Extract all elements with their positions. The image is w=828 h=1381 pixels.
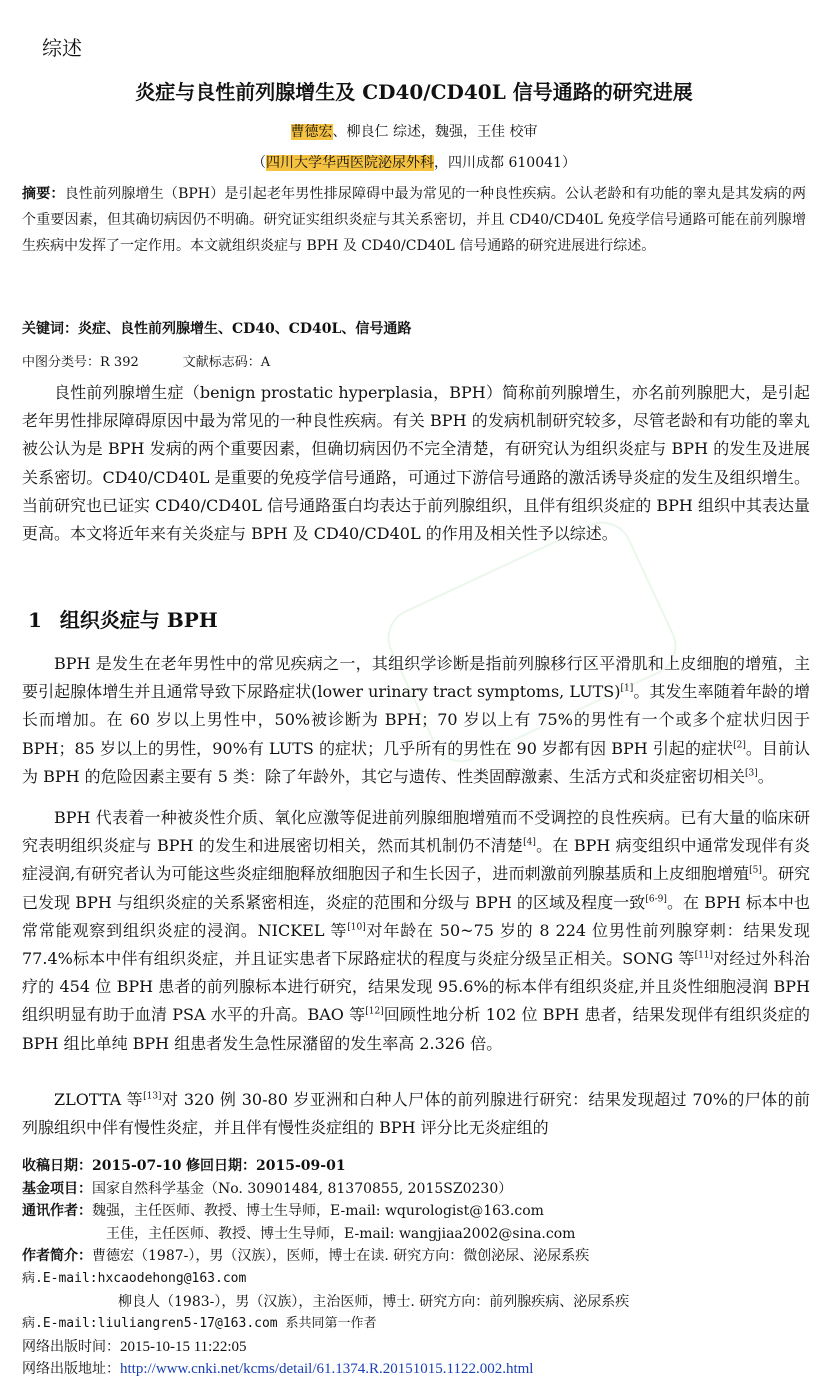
- body-paragraph-2: [22, 804, 810, 1058]
- author-line: [0, 121, 828, 141]
- text-run: 。在 BPH 病变组织中通常发现伴有炎症浸润,有研究者认为可能这些炎症细胞释放细胞因子和生长因子，进而刺激前列腺基质和上皮细胞增殖: [22, 836, 810, 884]
- bio-row-1: [22, 1245, 812, 1268]
- paper-title: 炎症与良性前列腺增生及 CD40/CD40L 信号通路的研究进展: [135, 80, 693, 104]
- footnotes: [22, 1155, 812, 1381]
- text-run: 。在 BPH 标本中也常常能观察到组织炎症的浸润。NICKEL 等: [22, 892, 810, 940]
- citation-ref[interactable]: [13]: [143, 1091, 162, 1102]
- clc-number: 中图分类号：R 392: [22, 355, 139, 370]
- text-run: 对经过外科治疗的 454 位 BPH 患者的前列腺标本进行研究，结果发现 95.6%的标本伴有组织炎症,并且炎性细胞浸润 BPH 组织明显有助于血清 PSA 水平的升高。BAO 等: [22, 949, 810, 1025]
- pub-url-link[interactable]: http://www.cnki.net/kcms/detail/61.1374.R.20151015.1122.002.html: [120, 1361, 534, 1378]
- corr-row-2: 王佳，主任医师、教授、博士生导师，E-mail: wangjiaa2002@sina.com: [106, 1225, 576, 1242]
- pub-time: 2015-10-15 11:22:05: [120, 1338, 247, 1355]
- citation-ref[interactable]: [3]: [745, 768, 758, 779]
- abstract-text: 良性前列腺增生（BPH）是引起老年男性排尿障碍中最为常见的一种良性疾病。公认老龄和有功能的睾丸是其发病的两个重要因素，但其确切病因仍不明确。研究证实组织炎症与其关系密切，并且 CD40/CD40L 免疫学信号通路可能在前列腺增生疾病中发挥了一定作用。本文就组织炎症与 BPH 及 CD40/CD40L 信号通路的研究进展进行综述。: [22, 186, 806, 254]
- fund-row: [22, 1178, 812, 1201]
- corr-row-1: [22, 1200, 812, 1223]
- affil-rest: ，四川成都 610041）: [434, 155, 576, 171]
- section-title: 组织炎症与 BPH: [59, 608, 218, 632]
- doc-code: 文献标志码：A: [182, 355, 271, 370]
- keywords-label: 关键词：: [22, 321, 78, 337]
- author-highlight: 曹德宏: [290, 124, 333, 140]
- pub-time-label: 网络出版时间：: [22, 1338, 120, 1355]
- bio-row-2b: 病.E-mail:liuliangren5-17@163.com 系共同第一作者: [22, 1316, 377, 1332]
- bio-1a: 曹德宏（1987-），男（汉族），医师，博士在读. 研究方向：微创泌尿、泌尿系疾: [92, 1248, 590, 1265]
- citation-ref[interactable]: [2]: [733, 740, 746, 751]
- author-rest: 、柳良仁 综述，魏强，王佳 校审: [332, 124, 538, 140]
- text-run: BPH 代表着一种被炎性介质、氧化应激等促进前列腺细胞增殖而不受调控的良性疾病。已有大量的临床研究表明组织炎症与 BPH 的发生和进展密切相关，然而其机制仍不清楚: [22, 808, 810, 856]
- citation-ref[interactable]: [1]: [620, 683, 634, 694]
- received-label: 收稿日期：: [22, 1158, 92, 1174]
- bio-row-1b: 病.E-mail:hxcaodehong@163.com: [22, 1270, 247, 1286]
- citation-ref[interactable]: [6-9]: [645, 894, 667, 905]
- body-paragraph-3: [22, 1086, 810, 1142]
- bio-row-2: 柳良人（1983-），男（汉族），主治医师，博士. 研究方向：前列腺疾病、泌尿系疾: [118, 1293, 630, 1310]
- citation-ref[interactable]: [12]: [365, 1007, 384, 1018]
- fund-text: 国家自然科学基金（No. 30901484, 81370855, 2015SZ0230）: [92, 1180, 513, 1197]
- pub-url-row: [22, 1358, 812, 1381]
- fund-label: 基金项目：: [22, 1180, 92, 1197]
- keywords: [22, 318, 411, 338]
- corr-label: 通讯作者：: [22, 1203, 92, 1220]
- section-number: 1: [28, 608, 42, 632]
- dates-row: [22, 1155, 812, 1178]
- intro-paragraph: 良性前列腺增生症（benign prostatic hyperplasia，BPH）简称前列腺增生，亦名前列腺肥大，是引起老年男性排尿障碍原因中最为常见的一种良性疾病。有关 BPH 的发病机制研究较多，尽管老龄和有功能的睾丸被公认为是 BPH 发病的两个重要因素，但确切病因仍不完全清楚，有研究认为组织炎症与 BPH 的发生及进展关系密切。CD40/CD40L 是重要的免疫学信号通路，可通过下游信号通路的激活诱导炎症的发生及组织增生。当前研究也已证实 CD40/CD40L 信号通路蛋白均表达于前列腺组织，且伴有组织炎症的 BPH 组织中其表达量更高。本文将近年来有关炎症与 BPH 及 CD40/CD40L 的作用及相关性予以综述。: [22, 383, 810, 544]
- citation-ref[interactable]: [11]: [694, 950, 714, 961]
- bio-label: 作者简介：: [22, 1248, 92, 1265]
- text-run: 回顾性地分析 102 位 BPH 患者，结果发现伴有组织炎症的 BPH 组比单纯 BPH 组患者发生急性尿潴留的发生率高 2.326 倍。: [22, 1005, 810, 1053]
- revised-label: 修回日期：: [186, 1158, 257, 1174]
- citation-ref[interactable]: [10]: [347, 922, 366, 933]
- pub-url-label: 网络出版地址：: [22, 1361, 120, 1378]
- text-run: 。其发生率随着年龄的增长而增加。在 60 岁以上男性中，50%被诊断为 BPH；70 岁以上有 75%的男性有一个或多个症状归因于 BPH；85 岁以上的男性，90%有 LUTS 的症状；几乎所有的男性在 90 岁都有因 BPH 引起的症状: [22, 682, 810, 758]
- text-run: BPH 是发生在老年男性中的常见疾病之一，其组织学诊断是指前列腺移行区平滑肌和上皮细胞的增殖，主要引起腺体增生并且通常导致下尿路症状(lower urinary tract symptoms, LUTS): [22, 654, 810, 702]
- citation-ref[interactable]: [4]: [523, 837, 536, 848]
- received-date: 2015-07-10: [92, 1158, 182, 1174]
- affiliation-line: [0, 152, 828, 172]
- abstract: [22, 181, 806, 259]
- text-run: 。研究已发现 BPH 与组织炎症的关系紧密相连，炎症的范围和分级与 BPH 的区域及程度一致: [22, 864, 810, 912]
- classification-line: [22, 351, 270, 370]
- text-run: 。目前认为 BPH 的危险因素主要有 5 类：除了年龄外，其它与遗传、性类固醇激素、生活方式和炎症密切相关: [22, 738, 810, 786]
- text-run: 对年龄在 50~75 岁的 8 224 位男性前列腺穿刺：结果发现 77.4%标本中伴有组织炎症，并且证实患者下尿路症状的程度与炎症分级呈正相关。SONG 等: [22, 920, 810, 969]
- affil-open: （: [252, 155, 267, 171]
- corr-author-1: 魏强，主任医师、教授、博士生导师，E-mail: wqurologist@163.com: [92, 1203, 544, 1220]
- text-run: 对 320 例 30-80 岁亚洲和白种人尸体的前列腺进行研究：结果发现超过 70%的尸体的前列腺组织中伴有慢性炎症，并且伴有慢性炎症组的 BPH 评分比无炎症组的: [22, 1090, 810, 1138]
- section-heading: [28, 604, 218, 633]
- citation-ref[interactable]: [5]: [749, 866, 762, 877]
- body-paragraph-1: [22, 650, 810, 791]
- text-run: 。: [757, 766, 774, 786]
- pub-time-row: [22, 1336, 812, 1359]
- text-run: ZLOTTA 等: [54, 1090, 144, 1109]
- keywords-text: 炎症、良性前列腺增生、CD40、CD40L、信号通路: [78, 321, 412, 337]
- section-tag: 综述: [42, 36, 82, 60]
- abstract-label: 摘要：: [22, 186, 65, 202]
- affil-highlight: 四川大学华西医院泌尿外科: [266, 155, 435, 171]
- revised-date: 2015-09-01: [256, 1158, 346, 1174]
